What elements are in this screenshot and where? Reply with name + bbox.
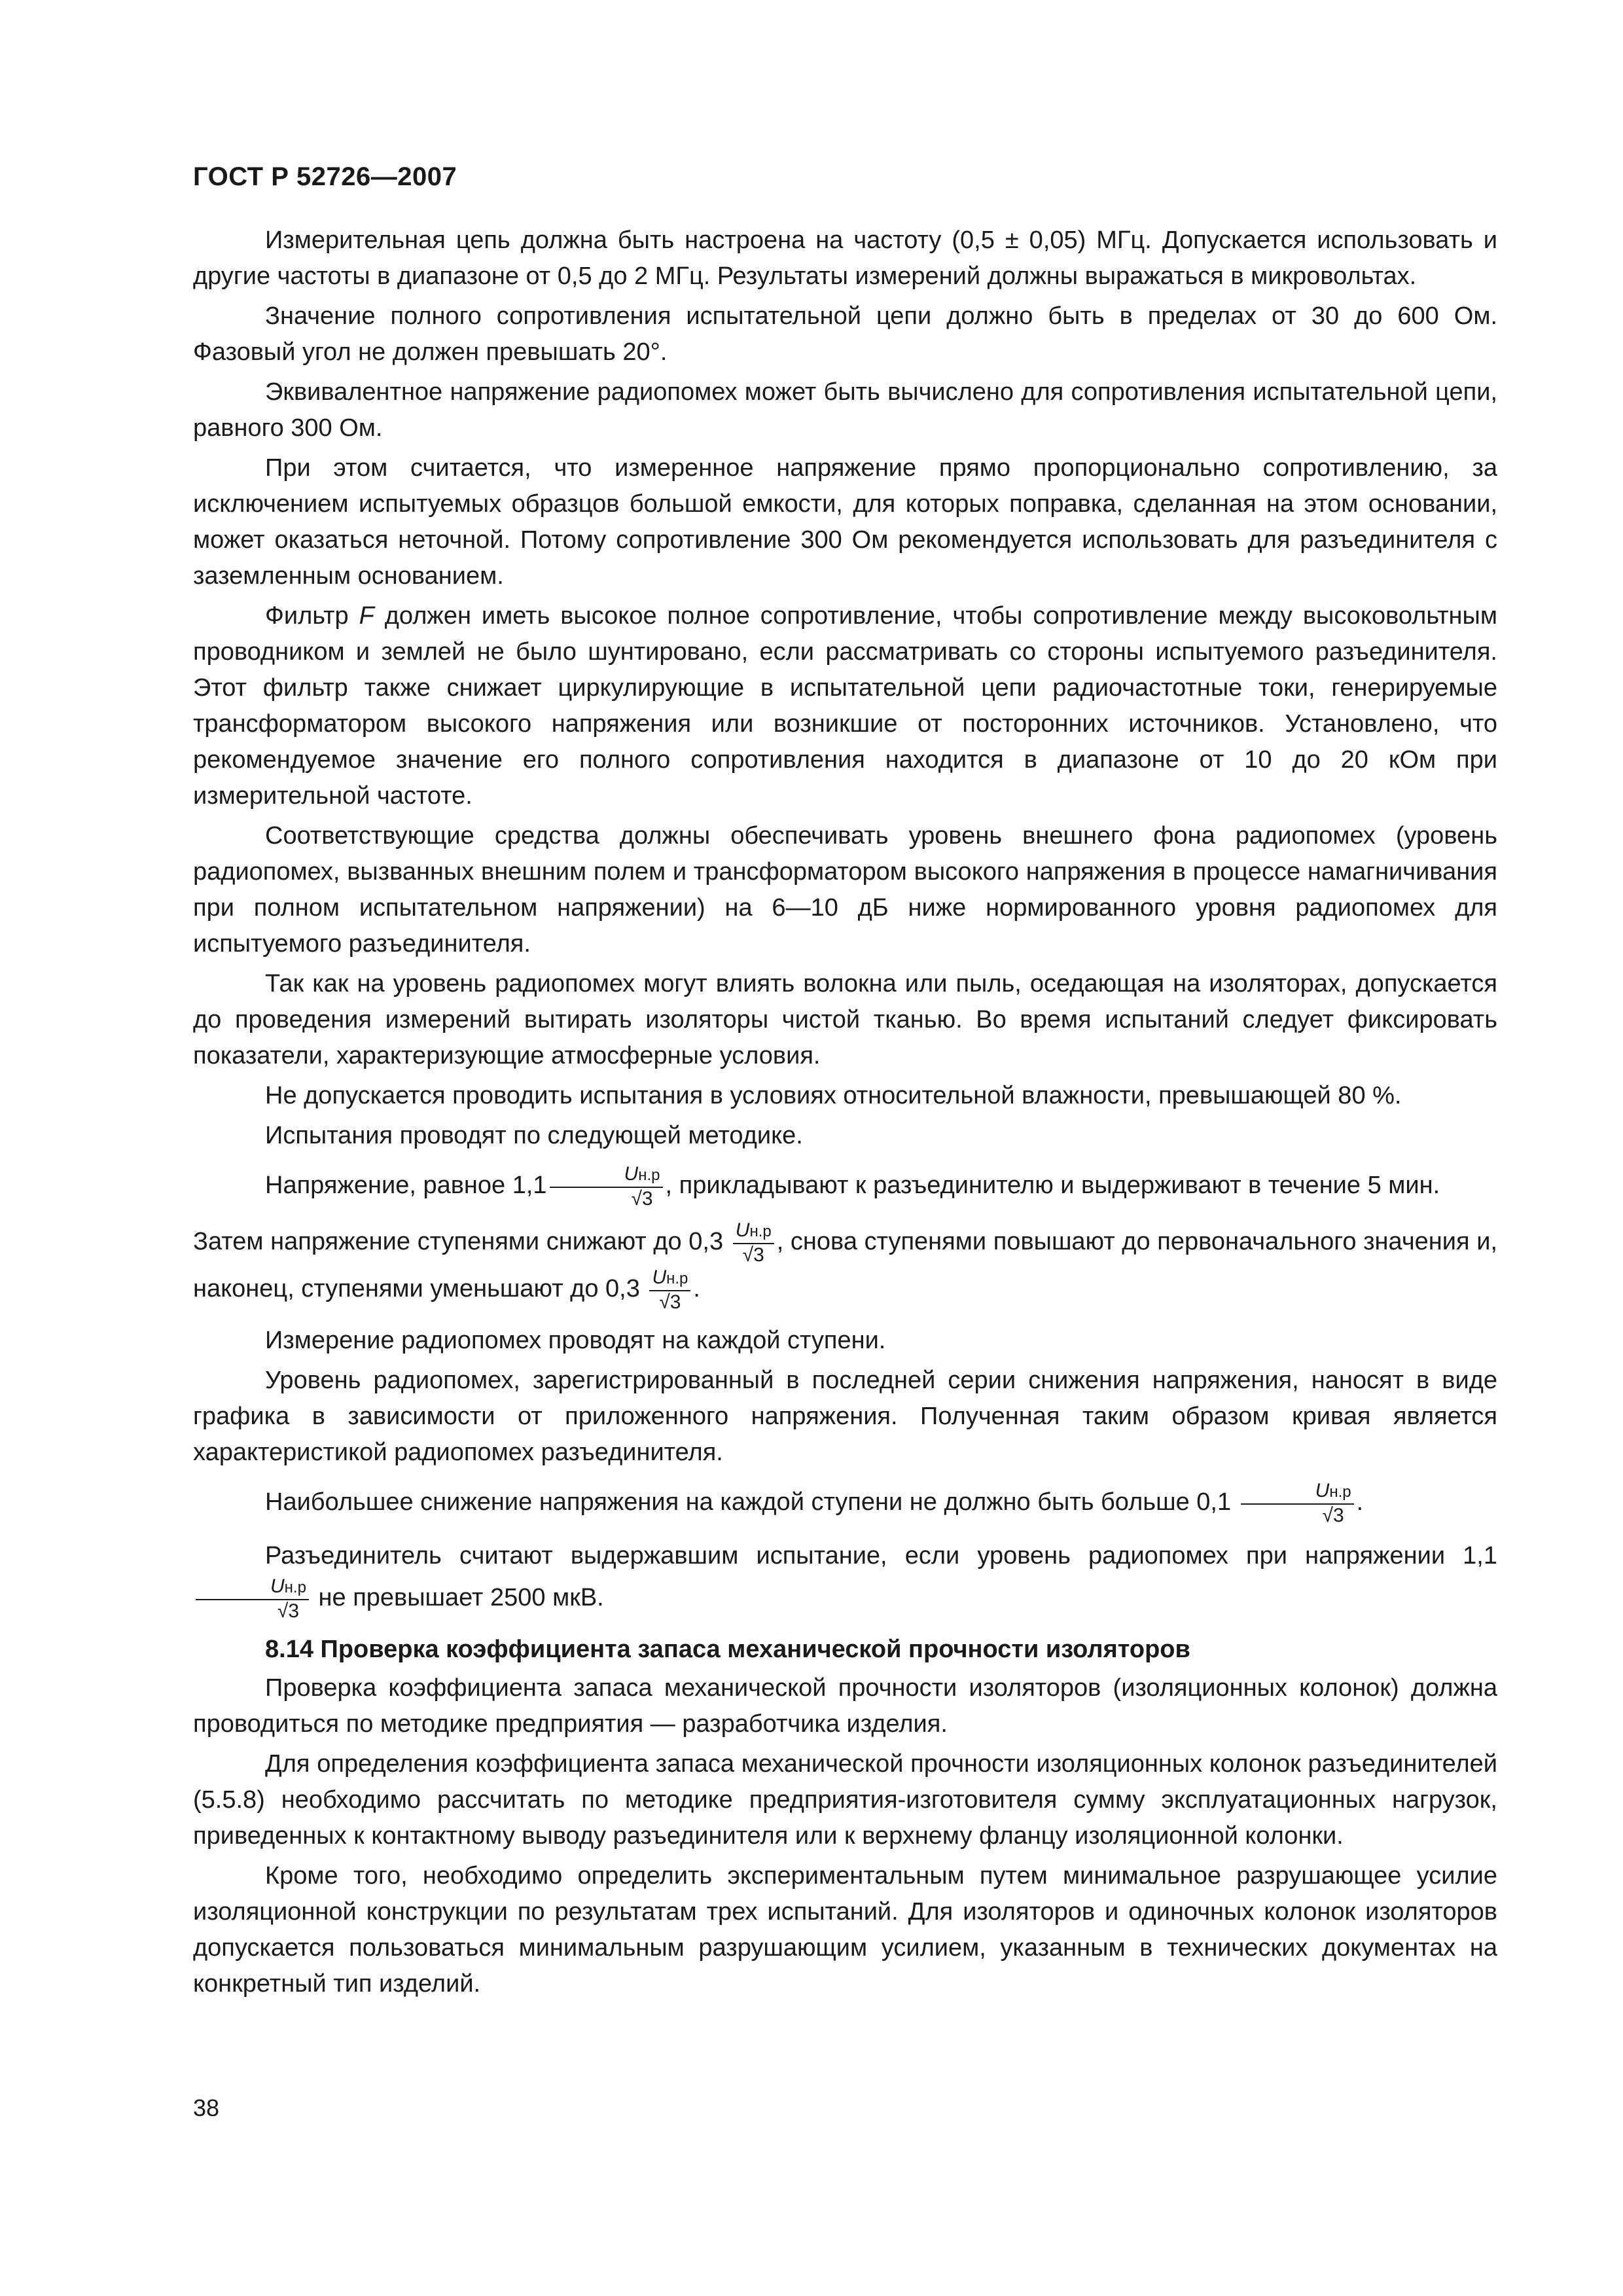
fraction-numerator-var: U bbox=[735, 1219, 750, 1241]
text-run: должен иметь высокое полное сопротивление, чтобы сопротивление между высоковольтным проводником и землей не было шунтировано, если рассматривать со стороны испытуемого разъединителя. Этот фильтр также снижает циркулирующие в испытательной цепи радиочастотные токи, генерируемые трансформатором высокого напряжения или возникшие от посторонних источников. Установлено, что рекомендуемое значение его полного сопротивления находится в диапазоне от 10 до 20 кОм при измерительной частоте. bbox=[193, 602, 1497, 810]
paragraph: Эквивалентное напряжение радиопомех может быть вычислено для сопротивления испытательной цепи, равного 300 Ом. bbox=[193, 378, 1497, 442]
paragraph: Соответствующие средства должны обеспечивать уровень внешнего фона радиопомех (уровень радиопомех, вызванных внешним полем и трансформатором высокого напряжения в процессе намагничивания при полном испытательном напряжении) на 6—10 дБ ниже нормированного уровня радиопомех для испытуемого разъединителя. bbox=[193, 822, 1497, 958]
fraction-numerator-var: U bbox=[270, 1575, 285, 1597]
document-body bbox=[193, 223, 1497, 2006]
fraction-numerator-sub: н.р bbox=[749, 1223, 772, 1240]
text-run: . bbox=[1356, 1488, 1364, 1516]
text-run: , прикладывают к разъединителю и выдерживают в течение 5 мин. bbox=[665, 1172, 1440, 1200]
page-number: 38 bbox=[193, 2094, 220, 2121]
paragraph bbox=[193, 1480, 1497, 1527]
paragraph: Для определения коэффициента запаса механической прочности изоляционных колонок разъединителей (5.5.8) необходимо рассчитать по методике предприятия-изготовителя сумму эксплуатационных нагрузок, приведенных к контактному выводу разъединителя или к верхнему фланцу изоляционной колонки. bbox=[193, 1750, 1497, 1850]
voltage-fraction bbox=[649, 1266, 690, 1314]
fraction-numerator-var: U bbox=[652, 1266, 667, 1288]
fraction-denominator: √3 bbox=[277, 1600, 300, 1622]
paragraph: Испытания проводят по следующей методике. bbox=[265, 1122, 803, 1149]
document-code-header: ГОСТ Р 52726—2007 bbox=[193, 162, 457, 191]
text-run: Наибольшее снижение напряжения на каждой ступени не должно быть больше 0,1 bbox=[265, 1488, 1238, 1516]
text-run: Разъединитель считают выдержавшим испытание, если уровень радиопомех при напряжении 1,1 bbox=[265, 1542, 1497, 1570]
paragraph: Кроме того, необходимо определить экспериментальным путем минимальное разрушающее усилие изоляционной конструкции по результатам трех испытаний. Для изоляторов и одиночных колонок изоляторов допускается пользоваться минимальным разрушающим усилием, указанным в технических документах на конкретный тип изделий. bbox=[193, 1862, 1497, 1998]
paragraph: Так как на уровень радиопомех могут влиять волокна или пыль, оседающая на изоляторах, допускается до проведения измерений вытирать изоляторы чистой тканью. Во время испытаний следует фиксировать показатели, характеризующие атмосферные условия. bbox=[193, 970, 1497, 1069]
paragraph bbox=[193, 1536, 1497, 1623]
fraction-numerator-sub: н.р bbox=[1329, 1483, 1351, 1501]
fraction-denominator: √3 bbox=[742, 1244, 764, 1266]
text-run: Фильтр bbox=[265, 602, 359, 630]
fraction-numerator-var: U bbox=[1315, 1480, 1330, 1501]
voltage-fraction bbox=[733, 1219, 774, 1266]
paragraph bbox=[193, 598, 1497, 814]
paragraph: Проверка коэффициента запаса механической прочности изоляторов (изоляционных колонок) должна проводиться по методике предприятия — разработчика изделия. bbox=[193, 1674, 1497, 1738]
section-heading: 8.14 Проверка коэффициента запаса механической прочности изоляторов bbox=[265, 1636, 1190, 1663]
filter-variable: F bbox=[359, 602, 374, 630]
fraction-numerator-sub: н.р bbox=[638, 1166, 660, 1184]
text-run: Напряжение, равное 1,1 bbox=[265, 1172, 547, 1200]
paragraph: Уровень радиопомех, зарегистрированный в последней серии снижения напряжения, наносят в виде графика в зависимости от приложенного напряжения. Полученная таким образом кривая является характеристикой радиопомех разъединителя. bbox=[193, 1367, 1497, 1466]
paragraph: Измерительная цепь должна быть настроена на частоту (0,5 ± 0,05) МГц. Допускается использовать и другие частоты в диапазоне от 0,5 до 2 МГц. Результаты измерений должны выражаться в микровольтах. bbox=[193, 226, 1497, 290]
text-run: Затем напряжение ступенями снижают до 0,3 bbox=[193, 1228, 730, 1256]
fraction-numerator-sub: н.р bbox=[284, 1579, 306, 1596]
voltage-fraction bbox=[1241, 1480, 1354, 1527]
paragraph bbox=[193, 1219, 1497, 1314]
fraction-numerator-sub: н.р bbox=[666, 1270, 688, 1287]
fraction-denominator: √3 bbox=[659, 1291, 681, 1313]
text-run: не превышает 2500 мкВ. bbox=[311, 1584, 604, 1612]
paragraph: Значение полного сопротивления испытательной цепи должно быть в пределах от 30 до 600 Ом. Фазовый угол не должен превышать 20°. bbox=[193, 302, 1497, 366]
paragraph: При этом считается, что измеренное напряжение прямо пропорционально сопротивлению, за исключением испытуемых образцов большой емкости, для которых поправка, сделанная на этом основании, может оказаться неточной. Потому сопротивление 300 Ом рекомендуется использовать для разъединителя с заземленным основанием. bbox=[193, 454, 1497, 590]
fraction-denominator: √3 bbox=[631, 1188, 653, 1210]
text-run: , снова ступенями повышают до первоначального значения и, наконец, ступенями уменьшают до 0,3 bbox=[193, 1228, 1497, 1303]
fraction-numerator-var: U bbox=[624, 1163, 639, 1185]
paragraph bbox=[193, 1163, 1497, 1210]
fraction-denominator: √3 bbox=[1322, 1505, 1344, 1526]
voltage-fraction bbox=[196, 1575, 309, 1623]
paragraph: Не допускается проводить испытания в условиях относительной влажности, превышающей 80 %. bbox=[265, 1082, 1402, 1109]
voltage-fraction bbox=[550, 1163, 663, 1210]
text-run: . bbox=[693, 1275, 700, 1303]
paragraph: Измерение радиопомех проводят на каждой ступени. bbox=[265, 1327, 886, 1354]
